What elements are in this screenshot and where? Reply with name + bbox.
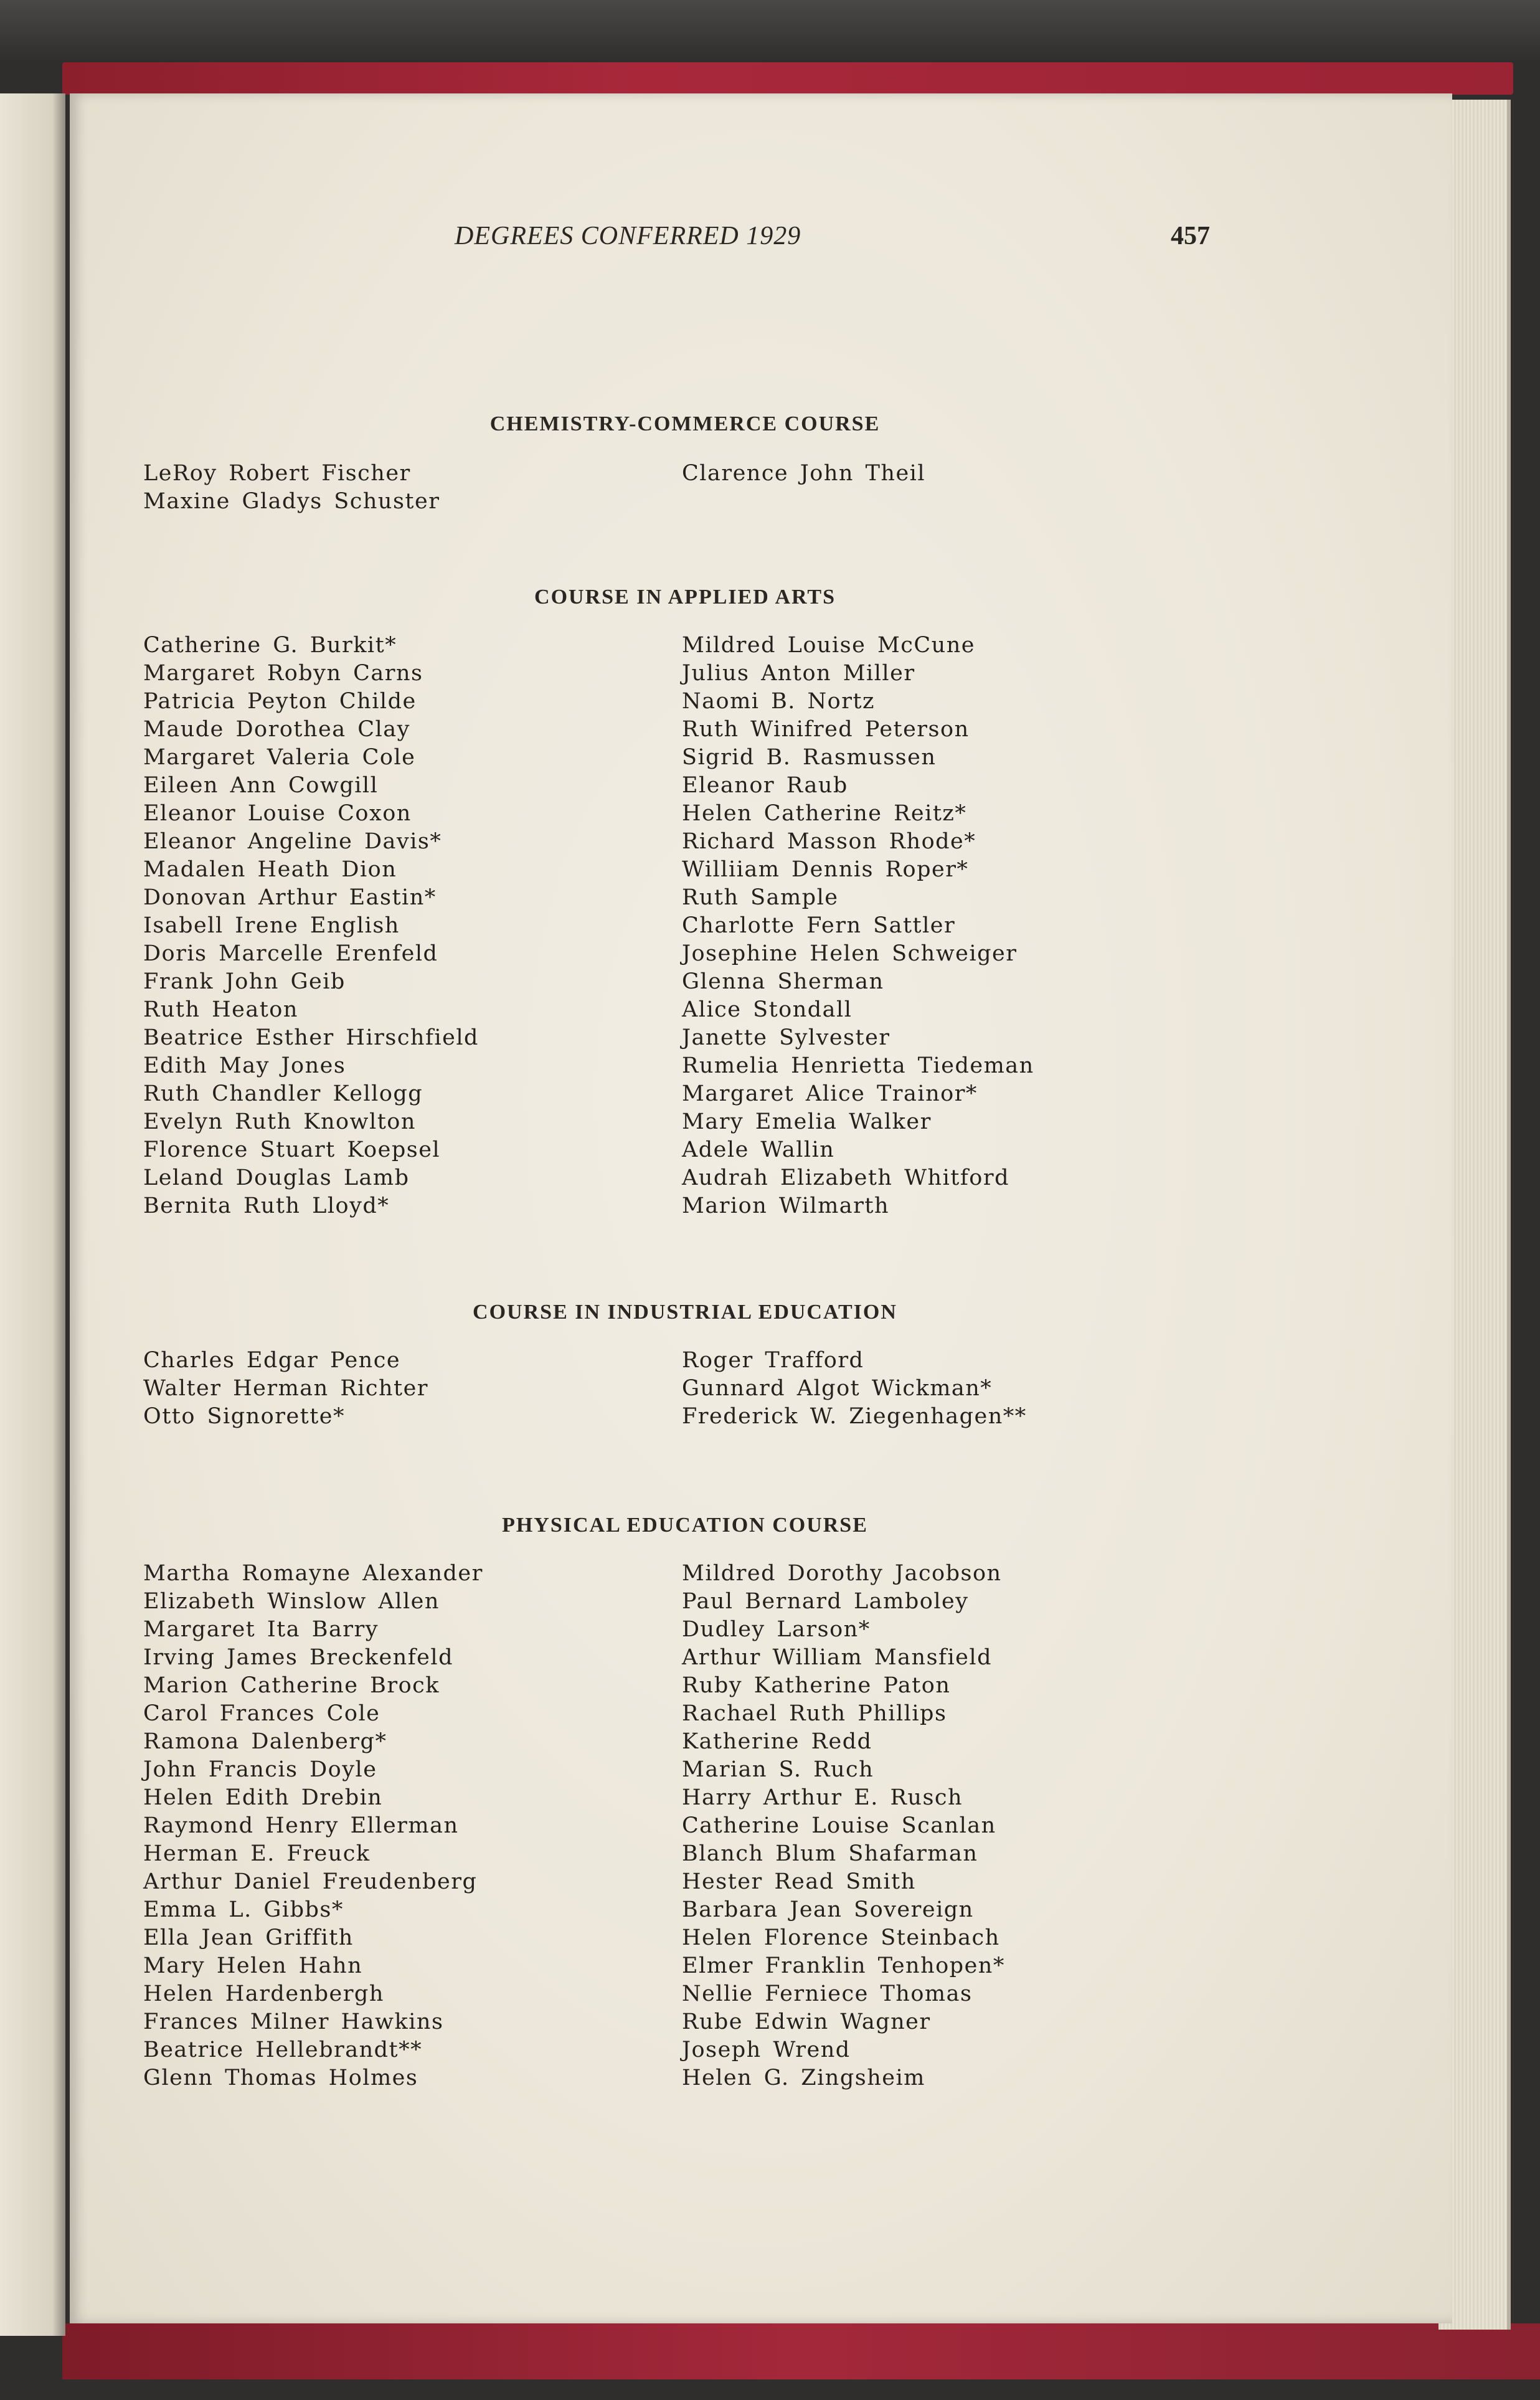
graduate-name: Martha Romayne Alexander — [143, 1561, 483, 1586]
section-heading-industrial-education: COURSE IN INDUSTRIAL EDUCATION — [473, 1301, 897, 1324]
graduate-name: Walter Herman Richter — [143, 1376, 429, 1401]
graduate-name: Irving James Breckenfeld — [143, 1645, 453, 1670]
graduate-name: Arthur Daniel Freudenberg — [143, 1869, 478, 1894]
graduate-name: Ruth Chandler Kellogg — [143, 1081, 423, 1106]
graduate-name: Helen Florence Steinbach — [682, 1925, 1000, 1950]
graduate-name: Marion Catherine Brock — [143, 1673, 440, 1698]
book-cover-bottom-edge — [62, 2323, 1540, 2379]
graduate-name: Madalen Heath Dion — [143, 857, 397, 882]
graduate-name: Donovan Arthur Eastin* — [143, 885, 437, 910]
graduate-name: Bernita Ruth Lloyd* — [143, 1193, 390, 1218]
industrial-education-left-column — [143, 1347, 428, 1431]
graduate-name: Ruby Katherine Paton — [682, 1673, 951, 1698]
industrial-education-right-column — [682, 1347, 1027, 1431]
graduate-name: Otto Signorette* — [143, 1404, 345, 1429]
graduate-name: Naomi B. Nortz — [682, 689, 875, 714]
graduate-name: Frances Milner Hawkins — [143, 2009, 444, 2034]
graduate-name: Maude Dorothea Clay — [143, 717, 410, 742]
graduate-name: Nellie Ferniece Thomas — [682, 1981, 973, 2006]
page-number: 457 — [1171, 222, 1210, 250]
graduate-name: Alice Stondall — [682, 997, 853, 1022]
graduate-name: Joseph Wrend — [682, 2037, 851, 2062]
graduate-name: Margaret Alice Trainor* — [682, 1081, 978, 1106]
graduate-name: Frank John Geib — [143, 969, 346, 994]
graduate-name: Eleanor Louise Coxon — [143, 801, 412, 826]
chemistry-commerce-right-column — [682, 460, 925, 488]
graduate-name: Mildred Louise McCune — [682, 633, 975, 658]
graduate-name: Mary Emelia Walker — [682, 1109, 932, 1134]
graduate-name: Ramona Dalenberg* — [143, 1729, 387, 1754]
graduate-name: Glenna Sherman — [682, 969, 884, 994]
graduate-name: Williiam Dennis Roper* — [682, 857, 969, 882]
graduate-name: Marian S. Ruch — [682, 1757, 874, 1782]
chemistry-commerce-left-column — [143, 460, 440, 516]
graduate-name: Katherine Redd — [682, 1729, 872, 1754]
graduate-name: Emma L. Gibbs* — [143, 1897, 344, 1922]
graduate-name: Helen Catherine Reitz* — [682, 801, 967, 826]
graduate-name: Paul Bernard Lamboley — [682, 1589, 969, 1614]
graduate-name: Raymond Henry Ellerman — [143, 1813, 459, 1838]
graduate-name: Florence Stuart Koepsel — [143, 1137, 441, 1162]
graduate-name: Catherine G. Burkit* — [143, 633, 397, 658]
applied-arts-left-column — [143, 632, 479, 1220]
graduate-name: Ruth Heaton — [143, 997, 298, 1022]
graduate-name: Eleanor Angeline Davis* — [143, 829, 442, 854]
graduate-name: Beatrice Hellebrandt** — [143, 2037, 423, 2062]
graduate-name: Audrah Elizabeth Whitford — [682, 1165, 1010, 1190]
graduate-name: Blanch Blum Shafarman — [682, 1841, 978, 1866]
graduate-name: Catherine Louise Scanlan — [682, 1813, 996, 1838]
graduate-name: Sigrid B. Rasmussen — [682, 745, 937, 770]
section-heading-physical-education: PHYSICAL EDUCATION COURSE — [502, 1514, 868, 1537]
graduate-name: Helen G. Zingsheim — [682, 2066, 925, 2090]
graduate-name: Marion Wilmarth — [682, 1193, 890, 1218]
graduate-name: Beatrice Esther Hirschfield — [143, 1025, 479, 1050]
running-title: DEGREES CONFERRED 1929 — [455, 222, 801, 250]
graduate-name: Mildred Dorothy Jacobson — [682, 1561, 1002, 1586]
graduate-name: Margaret Ita Barry — [143, 1617, 379, 1642]
graduate-name: Ruth Sample — [682, 885, 839, 910]
graduate-name: Clarence John Theil — [682, 461, 926, 486]
graduate-name: Helen Edith Drebin — [143, 1785, 383, 1810]
graduate-name: Frederick W. Ziegenhagen** — [682, 1404, 1027, 1429]
physical-education-left-column — [143, 1560, 483, 2092]
graduate-name: Charles Edgar Pence — [143, 1348, 401, 1373]
graduate-name: Elmer Franklin Tenhopen* — [682, 1953, 1005, 1978]
book-cover-top-edge — [62, 62, 1513, 95]
graduate-name: Elizabeth Winslow Allen — [143, 1589, 440, 1614]
graduate-name: Rumelia Henrietta Tiedeman — [682, 1053, 1034, 1078]
graduate-name: Doris Marcelle Erenfeld — [143, 941, 438, 966]
applied-arts-right-column — [682, 632, 1034, 1220]
graduate-name: Harry Arthur E. Rusch — [682, 1785, 963, 1810]
graduate-name: Eleanor Raub — [682, 773, 848, 798]
graduate-name: Herman E. Freuck — [143, 1841, 371, 1866]
graduate-name: Julius Anton Miller — [682, 661, 915, 686]
graduate-name: Gunnard Algot Wickman* — [682, 1376, 993, 1401]
graduate-name: Patricia Peyton Childe — [143, 689, 417, 714]
graduate-name: Rube Edwin Wagner — [682, 2009, 931, 2034]
graduate-name: Roger Trafford — [682, 1348, 864, 1373]
graduate-name: Margaret Valeria Cole — [143, 745, 416, 770]
graduate-name: Eileen Ann Cowgill — [143, 773, 379, 798]
graduate-name: Hester Read Smith — [682, 1869, 916, 1894]
graduate-name: Isabell Irene English — [143, 913, 400, 938]
running-header — [0, 221, 1540, 258]
graduate-name: Barbara Jean Sovereign — [682, 1897, 974, 1922]
graduate-name: Mary Helen Hahn — [143, 1953, 363, 1978]
graduate-name: Maxine Gladys Schuster — [143, 489, 440, 514]
graduate-name: Ruth Winifred Peterson — [682, 717, 970, 742]
graduate-name: Richard Masson Rhode* — [682, 829, 976, 854]
graduate-name: Dudley Larson* — [682, 1617, 871, 1642]
graduate-name: Glenn Thomas Holmes — [143, 2066, 418, 2090]
graduate-name: John Francis Doyle — [143, 1757, 377, 1782]
graduate-name: Rachael Ruth Phillips — [682, 1701, 947, 1726]
graduate-name: Margaret Robyn Carns — [143, 661, 423, 686]
graduate-name: Josephine Helen Schweiger — [682, 941, 1018, 966]
graduate-name: Helen Hardenbergh — [143, 1981, 384, 2006]
graduate-name: Adele Wallin — [682, 1137, 835, 1162]
graduate-name: Ella Jean Griffith — [143, 1925, 354, 1950]
graduate-name: Edith May Jones — [143, 1053, 346, 1078]
graduate-name: LeRoy Robert Fischer — [143, 461, 411, 486]
graduate-name: Arthur William Mansfield — [682, 1645, 992, 1670]
section-heading-chemistry-commerce: CHEMISTRY-COMMERCE COURSE — [489, 412, 881, 435]
graduate-name: Janette Sylvester — [682, 1025, 890, 1050]
graduate-name: Carol Frances Cole — [143, 1701, 380, 1726]
graduate-name: Evelyn Ruth Knowlton — [143, 1109, 416, 1134]
graduate-name: Charlotte Fern Sattler — [682, 913, 956, 938]
section-heading-applied-arts: COURSE IN APPLIED ARTS — [534, 586, 836, 609]
physical-education-right-column — [682, 1560, 1005, 2092]
graduate-name: Leland Douglas Lamb — [143, 1165, 410, 1190]
